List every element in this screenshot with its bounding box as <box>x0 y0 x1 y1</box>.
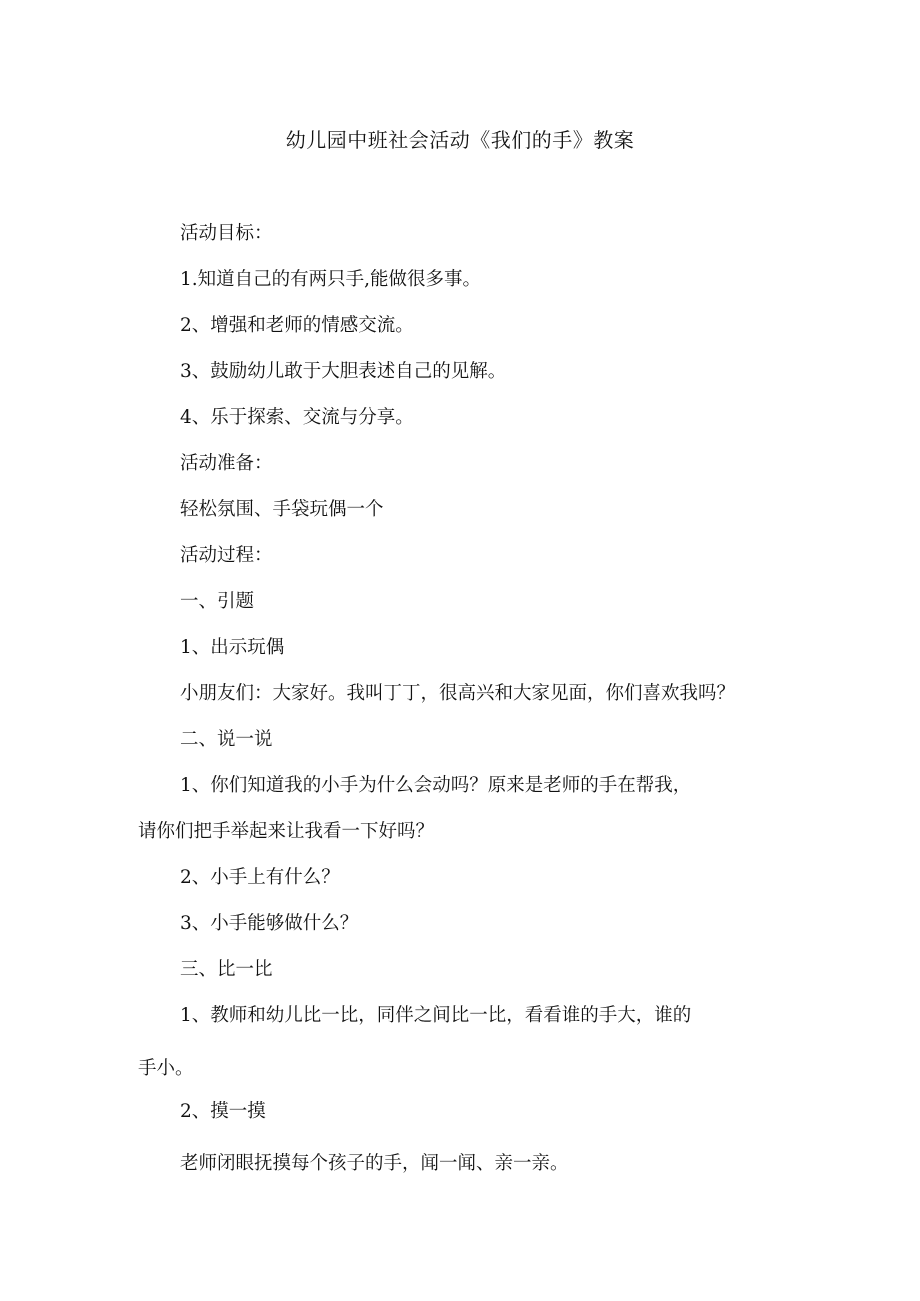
preparation-text: 轻松氛围、手袋玩偶一个 <box>180 499 384 520</box>
process-paragraph: 老师闭眼抚摸每个孩子的手，闻一闻、亲一亲。 <box>180 1153 569 1174</box>
process-substep: 3、小手能够做什么？ <box>180 913 359 934</box>
process-substep: 1、教师和幼儿比一比，同伴之间比一比，看看谁的手大，谁的 <box>180 1005 692 1026</box>
goal-item-1: 1.知道自己的有两只手,能做很多事。 <box>180 269 482 290</box>
process-step-heading-1: 一、引题 <box>180 591 255 612</box>
process-substep: 2、小手上有什么？ <box>180 867 340 888</box>
document-title: 幼儿园中班社会活动《我们的手》教案 <box>285 128 635 152</box>
process-substep: 2、摸一摸 <box>180 1101 266 1122</box>
process-substep: 1、出示玩偶 <box>180 637 285 658</box>
goal-item-2: 2、增强和老师的情感交流。 <box>180 315 414 336</box>
process-paragraph: 小朋友们：大家好。我叫丁丁，很高兴和大家见面，你们喜欢我吗？ <box>180 683 736 704</box>
section-heading-preparation: 活动准备： <box>180 453 273 474</box>
process-substep-continuation: 请你们把手举起来让我看一下好吗？ <box>138 821 435 842</box>
section-heading-goals: 活动目标： <box>180 223 273 244</box>
goal-item-3: 3、鼓励幼儿敢于大胆表述自己的见解。 <box>180 361 507 382</box>
process-step-heading-3: 三、比一比 <box>180 959 273 980</box>
section-heading-process: 活动过程： <box>180 545 273 566</box>
goal-item-4: 4、乐于探索、交流与分享。 <box>180 407 414 428</box>
process-step-heading-2: 二、说一说 <box>180 729 273 750</box>
process-substep: 1、你们知道我的小手为什么会动吗？原来是老师的手在帮我， <box>180 775 692 796</box>
process-substep-continuation: 手小。 <box>138 1058 194 1079</box>
